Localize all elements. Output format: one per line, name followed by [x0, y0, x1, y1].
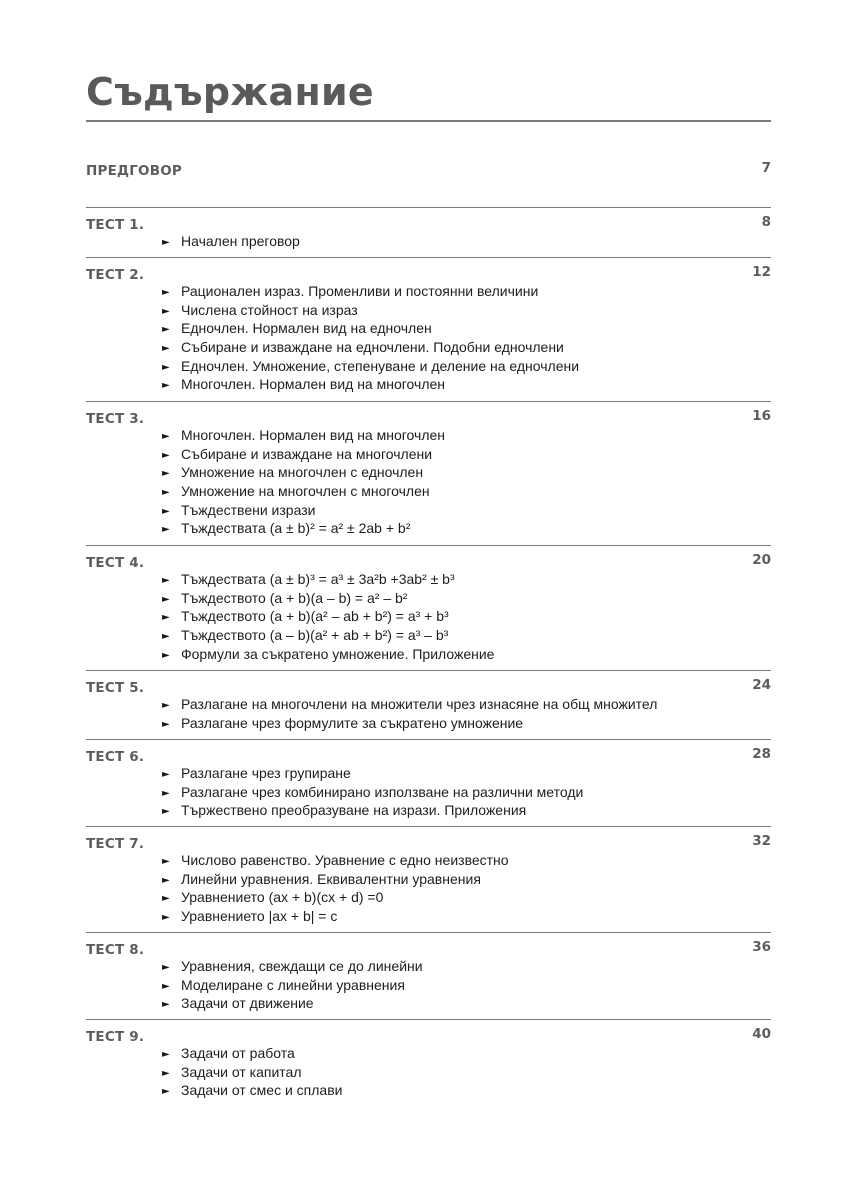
- topic-item[interactable]: [162, 338, 771, 357]
- topic-item[interactable]: [162, 783, 771, 802]
- section-label: ТЕСТ 9.: [86, 1029, 145, 1045]
- section-label: ТЕСТ 5.: [86, 680, 145, 696]
- topic-text: Разлагане на многочлени на множители чрез изнасяне на общ множител: [181, 696, 658, 712]
- triangle-bullet-icon: ►: [162, 380, 170, 392]
- triangle-bullet-icon: ►: [162, 524, 170, 536]
- topic-text: Едночлен. Нормален вид на едночлен: [181, 320, 432, 337]
- toc-section-test-9: [86, 1019, 771, 1100]
- section-label: ТЕСТ 4.: [86, 555, 145, 571]
- topic-text: Умножение на многочлен с многочлен: [181, 483, 430, 500]
- topic-item[interactable]: [162, 282, 771, 301]
- section-heading[interactable]: [86, 1026, 771, 1044]
- topic-item[interactable]: [162, 645, 771, 664]
- topic-text: Разлагане чрез формулите за съкратено умножение: [181, 714, 524, 731]
- topic-item[interactable]: [162, 957, 771, 976]
- triangle-bullet-icon: ►: [162, 806, 170, 818]
- section-page-number: 24: [752, 677, 771, 693]
- triangle-bullet-icon: ►: [162, 305, 170, 317]
- toc-section-test-7: [86, 826, 771, 926]
- topic-item[interactable]: [162, 626, 771, 645]
- section-heading[interactable]: [86, 264, 771, 282]
- toc-section-test-3: [86, 401, 771, 538]
- section-page-number: 40: [752, 1026, 771, 1042]
- toc-entry-preface[interactable]: [86, 160, 771, 180]
- topic-item[interactable]: [162, 570, 771, 589]
- topic-text: Тържествено преобразуване на изрази. Приложения: [181, 802, 527, 819]
- section-label: ТЕСТ 6.: [86, 749, 145, 765]
- topic-list: [86, 282, 771, 394]
- triangle-bullet-icon: ►: [162, 361, 170, 373]
- triangle-bullet-icon: ►: [162, 505, 170, 517]
- topic-list: [86, 426, 771, 538]
- triangle-bullet-icon: ►: [162, 237, 170, 248]
- triangle-bullet-icon: ►: [162, 700, 170, 711]
- triangle-bullet-icon: ►: [162, 718, 170, 730]
- topic-list: [86, 1044, 771, 1100]
- section-heading[interactable]: [86, 746, 771, 764]
- section-page-number: 32: [752, 833, 771, 849]
- triangle-bullet-icon: ►: [162, 1086, 170, 1098]
- triangle-bullet-icon: ►: [162, 649, 170, 661]
- triangle-bullet-icon: ►: [162, 874, 170, 886]
- topic-text: Многочлен. Нормален вид на многочлен: [181, 376, 446, 393]
- toc-section-test-4: [86, 545, 771, 663]
- topic-item[interactable]: [162, 232, 771, 251]
- topic-text: Тъждествата (a ± b)³ = a³ ± 3a²b +3ab² ± b³: [181, 571, 455, 587]
- topic-text: Задачи от капитал: [181, 1063, 302, 1080]
- section-page-number: 12: [752, 264, 771, 280]
- topic-text: Задачи от движение: [181, 995, 314, 1012]
- triangle-bullet-icon: ►: [162, 287, 170, 298]
- topic-item[interactable]: [162, 482, 771, 501]
- topic-item[interactable]: [162, 695, 771, 714]
- topic-text: Едночлен. Умножение, степенуване и деление на едночлени: [181, 357, 580, 374]
- triangle-bullet-icon: ►: [162, 769, 170, 780]
- triangle-bullet-icon: ►: [162, 999, 170, 1011]
- section-heading[interactable]: [86, 677, 771, 695]
- triangle-bullet-icon: ►: [162, 631, 170, 643]
- topic-item[interactable]: [162, 519, 771, 538]
- topic-text: Уравнението |ax + b| = c: [181, 908, 338, 925]
- topic-text: Числово равенство. Уравнение с едно неизвестно: [181, 852, 509, 868]
- topic-text: Задачи от смес и сплави: [181, 1082, 343, 1099]
- topic-item[interactable]: [162, 607, 771, 626]
- section-label: ТЕСТ 8.: [86, 942, 145, 958]
- triangle-bullet-icon: ►: [162, 593, 170, 605]
- topic-text: Задачи от работа: [181, 1045, 295, 1061]
- topic-text: Събиране и изваждане на многочлени: [181, 445, 433, 462]
- triangle-bullet-icon: ►: [162, 468, 170, 480]
- section-page-number: 8: [761, 214, 771, 230]
- section-label: ТЕСТ 3.: [86, 411, 145, 427]
- topic-text: Рационален израз. Променливи и постоянни величини: [181, 283, 539, 299]
- topic-list: [86, 232, 771, 251]
- section-page-number: 20: [752, 552, 771, 568]
- topic-text: Уравнения, свеждащи се до линейни: [181, 958, 423, 974]
- triangle-bullet-icon: ►: [162, 575, 170, 586]
- topic-text: Тъждеството (a + b)(a – b) = a² – b²: [181, 589, 408, 606]
- triangle-bullet-icon: ►: [162, 1067, 170, 1079]
- section-label: ТЕСТ 1.: [86, 217, 145, 233]
- topic-text: Тъждествата (a ± b)² = a² ± 2ab + b²: [181, 520, 411, 537]
- toc-section-test-6: [86, 739, 771, 820]
- topic-text: Умножение на многочлен с едночлен: [181, 464, 424, 481]
- title-divider: [86, 120, 771, 122]
- triangle-bullet-icon: ►: [162, 893, 170, 905]
- toc-section-test-8: [86, 932, 771, 1013]
- toc-section-test-5: [86, 670, 771, 732]
- triangle-bullet-icon: ►: [162, 856, 170, 867]
- topic-item[interactable]: [162, 907, 771, 926]
- topic-item[interactable]: [162, 301, 771, 320]
- topic-text: Събиране и изваждане на едночлени. Подобни едночлени: [181, 339, 564, 356]
- topic-item[interactable]: [162, 994, 771, 1013]
- topic-text: Разлагане чрез групиране: [181, 765, 351, 781]
- topic-item[interactable]: [162, 445, 771, 464]
- page-title: Съдържание: [86, 70, 374, 114]
- triangle-bullet-icon: ►: [162, 1049, 170, 1060]
- topic-text: Многочлен. Нормален вид на многочлен: [181, 427, 446, 443]
- topic-text: Тъждеството (a + b)(a² – ab + b²) = a³ + b³: [181, 608, 449, 625]
- topic-item[interactable]: [162, 1044, 771, 1063]
- triangle-bullet-icon: ►: [162, 962, 170, 973]
- topic-text: Моделиране с линейни уравнения: [181, 976, 405, 993]
- preface-page-number: 7: [761, 160, 771, 176]
- topic-item[interactable]: [162, 357, 771, 376]
- topic-text: Уравнението (ax + b)(cx + d) =0: [181, 889, 384, 906]
- section-label: ТЕСТ 2.: [86, 267, 145, 283]
- section-heading[interactable]: [86, 552, 771, 570]
- topic-item[interactable]: [162, 1063, 771, 1082]
- topic-item[interactable]: [162, 870, 771, 889]
- topic-text: Тъждествени изрази: [181, 501, 316, 518]
- section-page-number: 28: [752, 746, 771, 762]
- topic-item[interactable]: [162, 1081, 771, 1100]
- topic-item[interactable]: [162, 801, 771, 820]
- topic-text: Тъждеството (a – b)(a² + ab + b²) = a³ – b³: [181, 627, 449, 644]
- topic-text: Разлагане чрез комбинирано използване на различни методи: [181, 783, 584, 800]
- section-heading[interactable]: [86, 833, 771, 851]
- topic-text: Начален преговор: [181, 233, 300, 249]
- preface-label: ПРЕДГОВОР: [86, 163, 182, 179]
- topic-item[interactable]: [162, 589, 771, 608]
- topic-item[interactable]: [162, 319, 771, 338]
- topic-text: Числена стойност на израз: [181, 301, 358, 318]
- section-page-number: 36: [752, 939, 771, 955]
- section-label: ТЕСТ 7.: [86, 836, 145, 852]
- triangle-bullet-icon: ►: [162, 449, 170, 461]
- topic-item[interactable]: [162, 375, 771, 394]
- triangle-bullet-icon: ►: [162, 787, 170, 799]
- section-heading[interactable]: [86, 939, 771, 957]
- toc-section-test-1: [86, 207, 771, 251]
- section-heading[interactable]: [86, 214, 771, 232]
- triangle-bullet-icon: ►: [162, 980, 170, 992]
- topic-item[interactable]: [162, 714, 771, 733]
- triangle-bullet-icon: ►: [162, 487, 170, 499]
- section-page-number: 16: [752, 408, 771, 424]
- topic-item[interactable]: [162, 976, 771, 995]
- topic-list: [86, 957, 771, 1013]
- topic-text: Формули за съкратено умножение. Приложение: [181, 645, 495, 662]
- toc-section-test-2: [86, 257, 771, 394]
- topic-item[interactable]: [162, 764, 771, 783]
- topic-text: Линейни уравнения. Еквивалентни уравнения: [181, 870, 481, 887]
- triangle-bullet-icon: ►: [162, 343, 170, 355]
- topic-list: [86, 695, 771, 732]
- topic-item[interactable]: [162, 426, 771, 445]
- triangle-bullet-icon: ►: [162, 612, 170, 624]
- topic-item[interactable]: [162, 851, 771, 870]
- topic-list: [86, 851, 771, 926]
- section-heading[interactable]: [86, 408, 771, 426]
- topic-list: [86, 570, 771, 663]
- triangle-bullet-icon: ►: [162, 324, 170, 336]
- topic-item[interactable]: [162, 463, 771, 482]
- triangle-bullet-icon: ►: [162, 912, 170, 924]
- topic-item[interactable]: [162, 888, 771, 907]
- triangle-bullet-icon: ►: [162, 431, 170, 442]
- topic-list: [86, 764, 771, 820]
- topic-item[interactable]: [162, 501, 771, 520]
